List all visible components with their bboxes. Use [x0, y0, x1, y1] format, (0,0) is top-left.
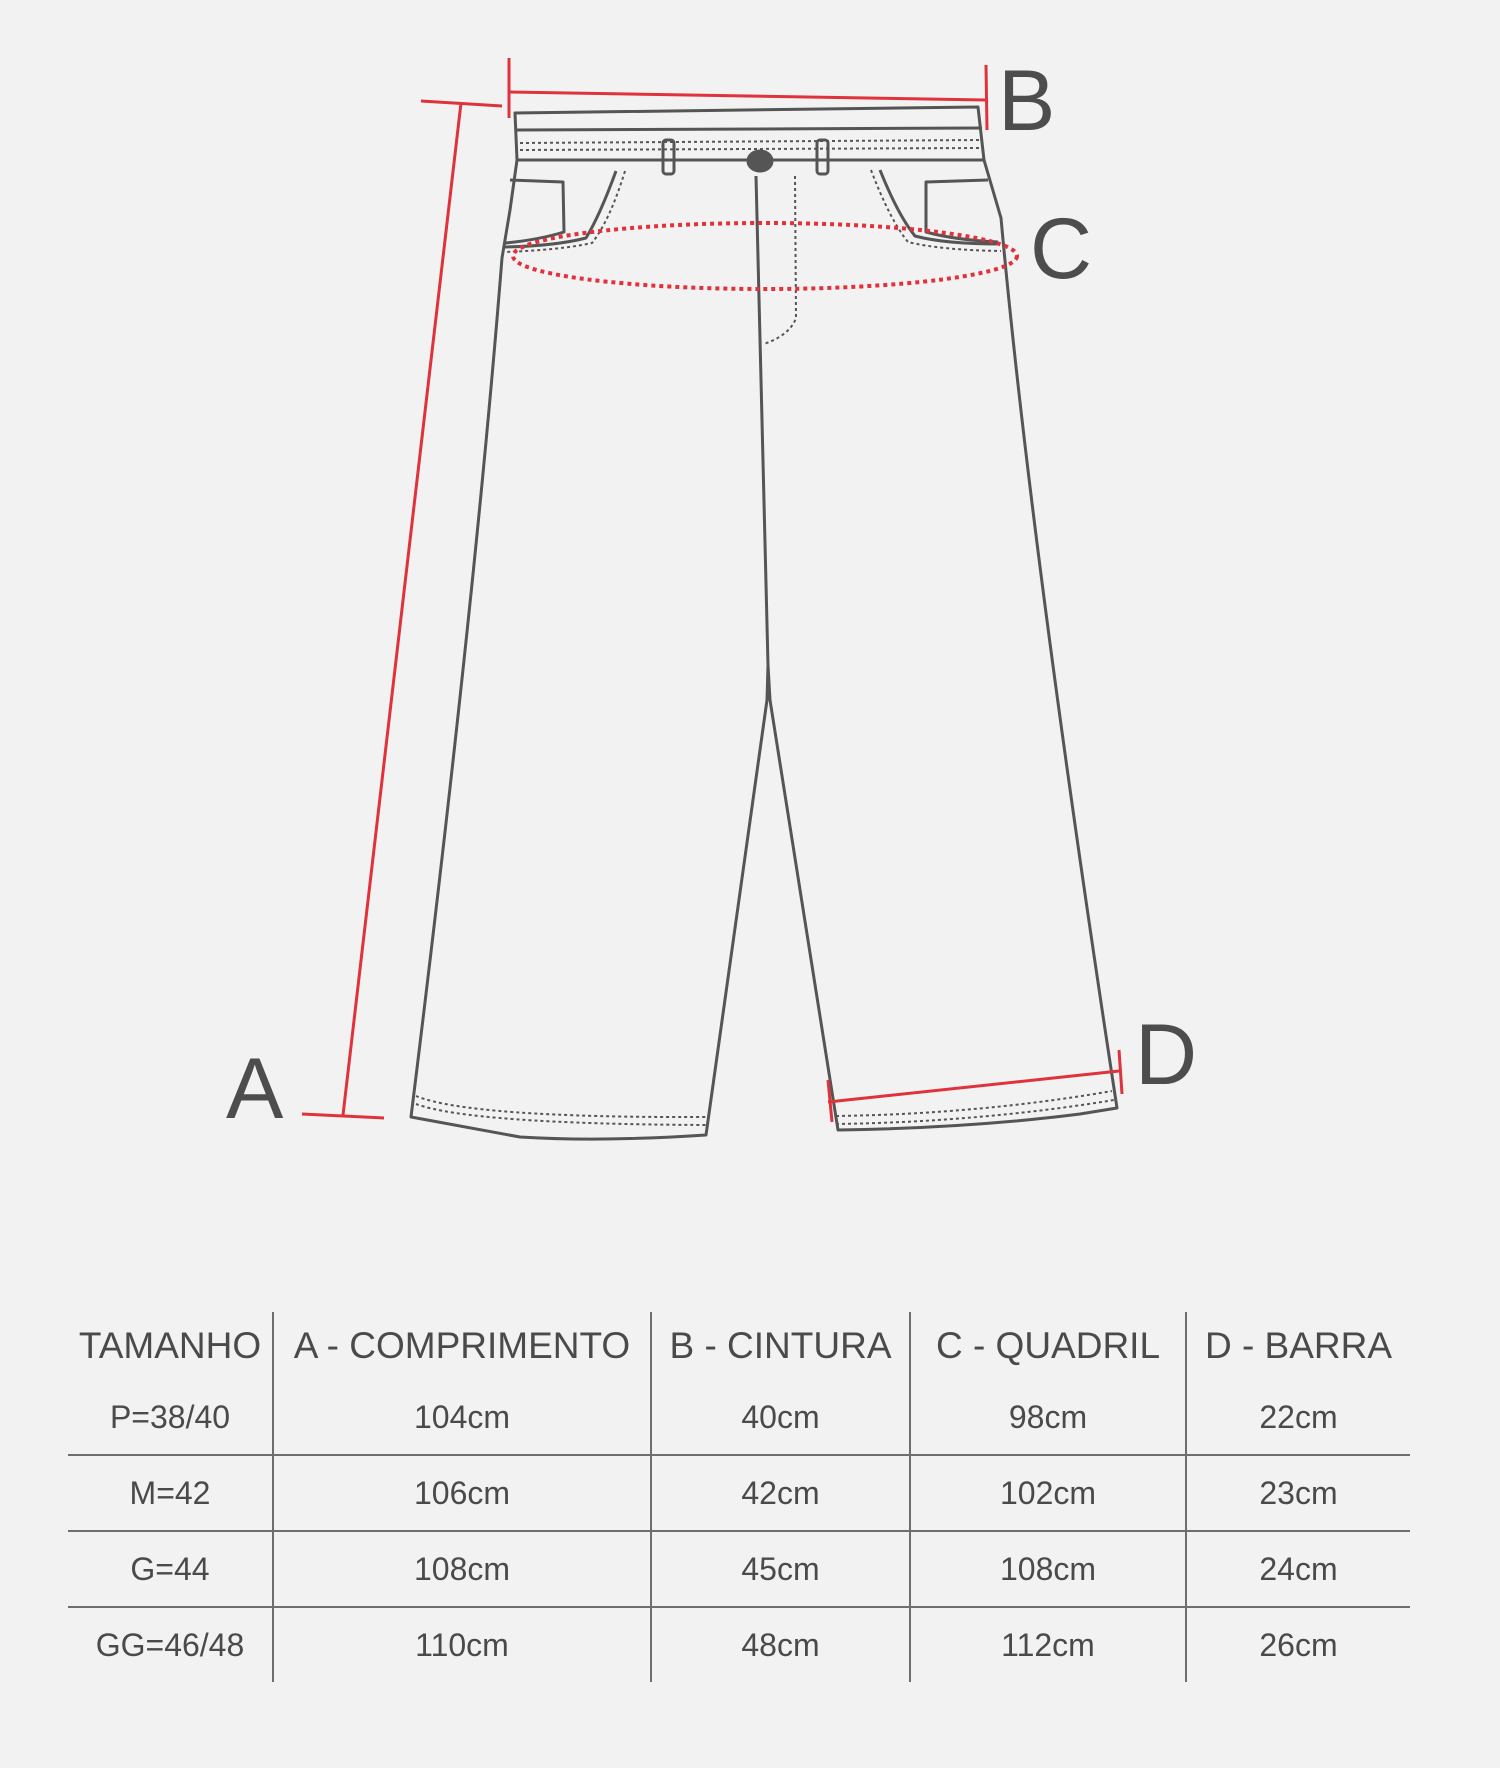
- hip-value: 98cm: [910, 1380, 1186, 1455]
- hem-value: 26cm: [1186, 1607, 1410, 1682]
- size-table: [68, 1312, 1410, 1682]
- measurement-lines: [302, 58, 1122, 1122]
- waist-value: 48cm: [651, 1607, 910, 1682]
- hem-value: 22cm: [1186, 1380, 1410, 1455]
- size-value: G=44: [68, 1531, 273, 1607]
- label-d: D: [1135, 1007, 1198, 1103]
- length-value: 104cm: [273, 1380, 651, 1455]
- label-b: B: [998, 53, 1056, 149]
- hem-value: 23cm: [1186, 1455, 1410, 1531]
- header-length: A - COMPRIMENTO: [273, 1312, 651, 1380]
- header-hip: C - QUADRIL: [910, 1312, 1186, 1380]
- hip-value: 108cm: [910, 1531, 1186, 1607]
- label-c: C: [1030, 201, 1093, 297]
- length-value: 110cm: [273, 1607, 651, 1682]
- table-row: [68, 1455, 1410, 1531]
- hem-value: 24cm: [1186, 1531, 1410, 1607]
- header-waist: B - CINTURA: [651, 1312, 910, 1380]
- waist-value: 45cm: [651, 1531, 910, 1607]
- label-a: A: [226, 1041, 284, 1137]
- hip-value: 112cm: [910, 1607, 1186, 1682]
- size-value: M=42: [68, 1455, 273, 1531]
- table-row: [68, 1607, 1410, 1682]
- header-size: TAMANHO: [78, 1325, 262, 1366]
- table-row: [68, 1531, 1410, 1607]
- table-header-row: [68, 1312, 1410, 1380]
- measure-line-b: [509, 92, 986, 100]
- measure-line-a: [343, 103, 461, 1115]
- length-value: 106cm: [273, 1455, 651, 1531]
- waist-value: 42cm: [651, 1455, 910, 1531]
- waist-value: 40cm: [651, 1380, 910, 1455]
- size-value: GG=46/48: [68, 1607, 273, 1682]
- hip-value: 102cm: [910, 1455, 1186, 1531]
- size-value: P=38/40: [109, 1398, 231, 1435]
- header-hem: D - BARRA: [1186, 1312, 1410, 1380]
- table-row: [68, 1380, 1410, 1455]
- length-value: 108cm: [273, 1531, 651, 1607]
